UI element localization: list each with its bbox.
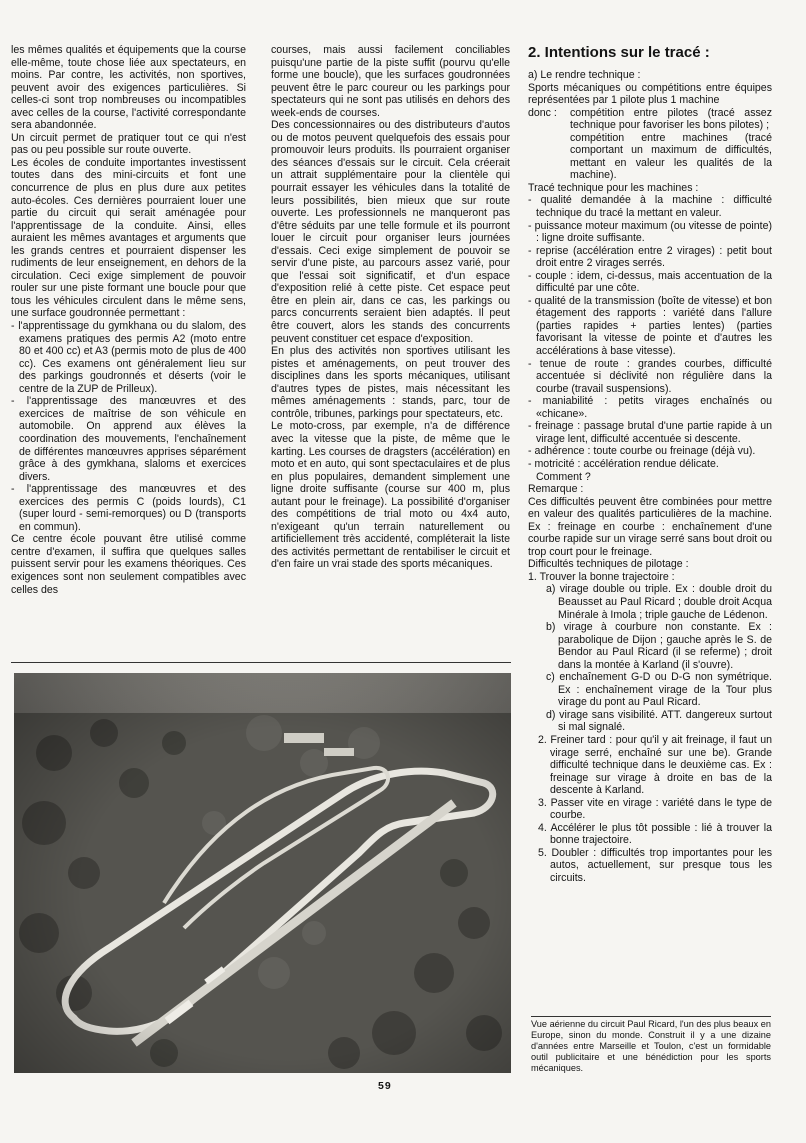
list-item: - puissance moteur maximum (ou vitesse de pointe) : ligne droite suffisante.	[528, 220, 772, 245]
text-column-3	[528, 44, 772, 885]
section-heading: 2. Intentions sur le tracé :	[528, 44, 710, 61]
lettered-item: b) virage à courbure non constante. Ex : parabolique de Dijon ; gauche après le S. de Bendor au Paul Ricard (il se referme) ; droit dans la montée à Karland (il s'ouvre).	[546, 621, 772, 671]
list-title: Difficultés techniques de pilotage :	[528, 558, 689, 571]
numbered-item: 1. Trouver la bonne trajectoire :	[528, 570, 675, 583]
paragraph: Le moto-cross, par exemple, n'a de différence avec la vitesse que la piste, de même que le karting. Les courses de dragsters (accélération) en moto et en auto, qui sont spectaculaires et de plus en plus populaires, demandent simplement une ligne droite suffisante (course sur 400 m, plus autant pour le freinage). La possibilité d'organiser des compétitions de trial moto ou 4x4 auto, n'exigeant qu'un terrain naturellement ou artificiellement très accidenté, compléterait la liste des activités permettant de rentabiliser le circuit et d'en faire un vrai stade des sports mécaniques.	[271, 420, 510, 571]
page-number: 59	[378, 1080, 392, 1092]
paragraph: Des concessionnaires ou des distributeurs d'autos ou de motos peuvent quelquefois des essais pour promouvoir leurs produits. Ils pourraient organiser des séances d'essais sur le circuit. Cela créerait un attrait supplémentaire pour la clientèle qui pourrait essayer les véhicules dans la totalité de leurs possibilités, bien mieux que sur route ouverte. Les professionnels ne manqueront pas d'être séduits par une telle formule et ils pourront louer le circuit pour organiser leurs journées d'essais. Ceci exige simplement de pouvoir se servir d'une piste, au parcours assez varié, pour que l'essai soit significatif, et d'un espace d'exposition relié à cette piste. Cet espace peut être en plein air, dans ce cas, les parkings ou parcs concurrents seraient bien adaptés. Il peut être couvert, alors les stands des concurrents peuvent constituer cet espace d'exposition.	[271, 119, 510, 345]
paragraph: Ces difficultés peuvent être combinées pour mettre en valeur des qualités particulières de la machine. Ex : freinage en courbe : enchaînement d'une courbe rapide sur un virage serré sans bout droit ou trop court pour le freinage.	[528, 495, 772, 558]
paragraph: Un circuit permet de pratiquer tout ce qui n'est pas ou peu possible sur route ouverte.	[11, 131, 246, 157]
aerial-photo-circuit	[14, 673, 511, 1073]
list-item: - couple : idem, ci-dessus, mais accentuation de la difficulté par une côte.	[528, 270, 772, 295]
paragraph: En plus des activités non sportives utilisant les pistes et aménagements, on peut trouver des disciplines dans les sports mécaniques, utilisant d'autres types de pistes, mais nécessitant les mêmes aménagements : stands, parc, tour de contrôle, tribunes, parkings pour spectateurs, etc.	[271, 345, 510, 420]
list-item: - qualité de la transmission (boîte de vitesse) et bon étagement des rapports : variété dans l'allure (parties rapides + parties lentes) (parties favorisant la vitesse de pointe et d'autres les accélérations à base vitesse).	[528, 295, 772, 358]
paragraph: courses, mais aussi facilement conciliables puisqu'une partie de la piste suffit (pourvu qu'elle forme une boucle), que les surfaces goudronnées peuvent être le parc coureur ou les parkings pour spectateurs qui ne sont pas utilisés en dehors des week-ends de courses.	[271, 44, 510, 119]
text-column-2	[271, 44, 510, 571]
list-item: - freinage : passage brutal d'une partie rapide à un virage lent, difficulté accentuée si descente.	[528, 420, 772, 445]
numbered-item: 3. Passer vite en virage : variété dans le type de courbe.	[538, 796, 772, 822]
photo-caption: Vue aérienne du circuit Paul Ricard, l'un des plus beaux en Europe, sinon du monde. Construit il y a une dizaine d'années entre Marseille et Toulon, c'est un formidable outil publicitaire et une bénédiction pour les sports mécaniques.	[531, 1019, 771, 1074]
list-item: - l'apprentissage des manœuvres et des exercices de maîtrise de son véhicule en automobile. On apprend aux élèves la coordination des mouvements, l'enchaînement de différentes manœuvres apprises séparément grâce à des gymkhana, slaloms et exercices divers.	[11, 395, 246, 483]
lettered-item: d) virage sans visibilité. ATT. dangereux surtout si mal signalé.	[546, 708, 772, 734]
list-item: - tenue de route : grandes courbes, difficulté accentuée si déclivité non régulière dans la courbe (travail suspensions).	[528, 358, 772, 396]
lettered-item: a) virage double ou triple. Ex : double droit du Beausset au Paul Ricard ; double droit Acqua Minérale à Imola ; triple gauche de Lédenon.	[546, 583, 772, 621]
paragraph: Sports mécaniques ou compétitions entre équipes représentées par 1 pilote plus 1 machine	[528, 81, 772, 107]
list-item: - maniabilité : petits virages enchaînés ou «chicane».	[528, 395, 772, 420]
comment-line: Comment ?	[536, 470, 591, 483]
remarque-title: Remarque :	[528, 483, 584, 496]
aerial-photo-drawing	[14, 673, 511, 1073]
horizontal-rule	[11, 662, 511, 663]
paragraph: les mêmes qualités et équipements que la course elle-même, toute chose liée aux spectateurs, en moins. Par contre, les activités, non sportives, peuvent avoir des exigences particulières. Si celles-ci sont trop nombreuses ou incompatibles avec celles de la course, l'activité correspondante sera abandonnée.	[11, 44, 246, 132]
list-item: - qualité demandée à la machine : difficulté technique du tracé la mettant en valeur.	[528, 194, 772, 219]
lettered-item: c) enchaînement G-D ou D-G non symétrique. Ex : enchaînement virage de la Tour plus virage du pont au Paul Ricard.	[546, 671, 772, 709]
donc-label: donc :	[528, 106, 557, 119]
list-item: - l'apprentissage des manœuvres et des exercices des permis C (poids lourds), C1 (super lourd - semi-remorques) ou D (transports en commun).	[11, 483, 246, 533]
donc-body	[570, 107, 772, 182]
caption-rule	[531, 1016, 771, 1017]
list-title: Tracé technique pour les machines :	[528, 181, 699, 194]
paragraph: Ce centre école pouvant être utilisé comme centre d'examen, il suffira que quelques salles puissent servir pour les examens théoriques. Ces exigences sont non seulement compatibles avec celles des	[11, 533, 246, 596]
paragraph: Les écoles de conduite importantes investissent toutes dans des mini-circuits et font une concurrence de plus en plus dure aux petites auto-écoles. Ces dernières pourraient louer une partie du circuit qui serait aménagée pour l'apprentissage de la conduite. Ainsi, elles auraient les mêmes avantages et arguments que les grands centres et pourraient dispenser les rudiments de leur enseignement, en dehors de la circulation. Ceci exige simplement de pouvoir rouler sur une piste formant une boucle pour que tous les véhicules circulent dans le même sens, une surface goudronnée permettant :	[11, 156, 246, 320]
donc-item: compétition entre machines (tracé comportant un maximum de difficultés, mettant en valeur les qualités de la machine).	[570, 131, 772, 182]
numbered-item: 5. Doubler : difficultés trop importantes pour les autos, actuellement, sur presque tous les circuits.	[538, 846, 772, 884]
donc-block	[528, 107, 772, 182]
numbered-item: 4. Accélérer le plus tôt possible : lié à trouver la bonne trajectoire.	[538, 821, 772, 847]
list-item: - motricité : accélération rendue délicate.	[528, 458, 772, 471]
text-column-1	[11, 44, 246, 596]
numbered-item: 2. Freiner tard : pour qu'il y ait freinage, il faut un virage serré, enchaîné sur une be). Grande difficulté technique dans le deuxième cas. Ex : freinage sur virage à droite en bas de la descente à Karland.	[538, 733, 772, 797]
list-item: - adhérence : toute courbe ou freinage (déjà vu).	[528, 445, 772, 458]
subsection-title: a) Le rendre technique :	[528, 69, 641, 81]
donc-item: compétition entre pilotes (tracé assez technique pour favoriser les bons pilotes) ;	[570, 106, 772, 132]
list-item: - reprise (accélération entre 2 virages) : petit bout droit entre 2 virages serrés.	[528, 245, 772, 270]
list-item: - l'apprentissage du gymkhana ou du slalom, des examens pratiques des permis A2 (moto entre 80 et 400 cc) et A3 (permis moto de plus de 400 cc). Ces examens ont généralement lieu sur des parkings goudronnés et déserts (voir le centre de la ZUP de Prilleux).	[11, 320, 246, 395]
